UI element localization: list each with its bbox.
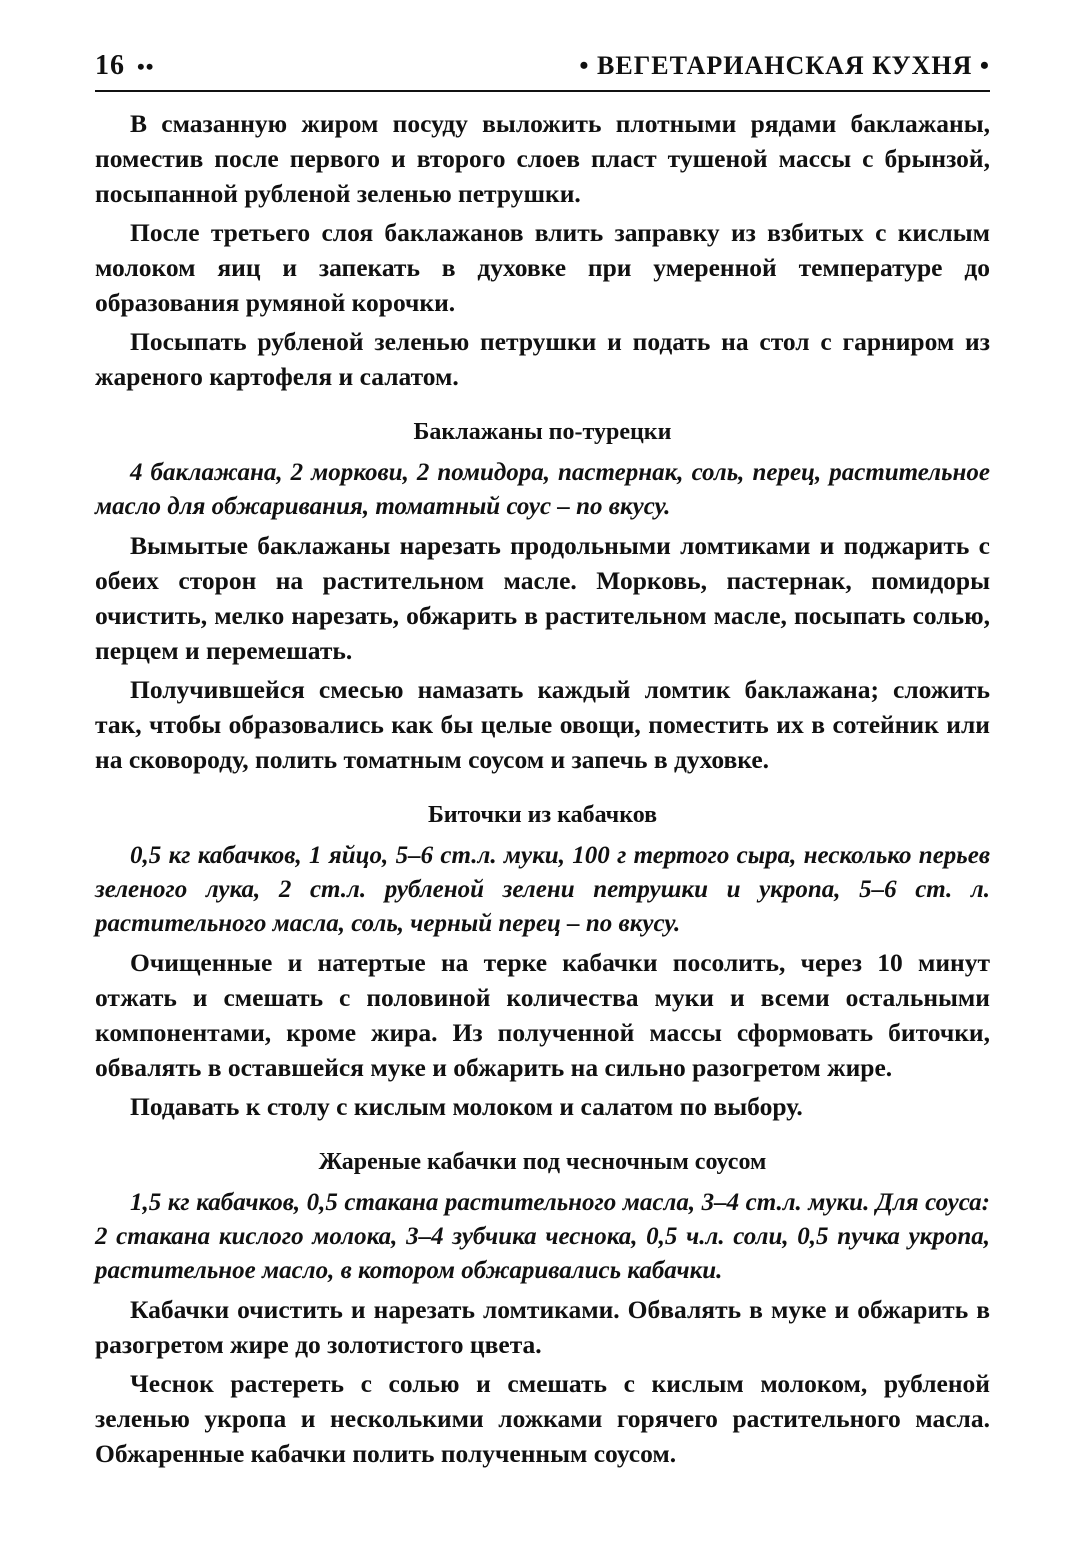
recipe-title: Биточки из кабачков (427, 802, 658, 828)
page-number: 16 •• (95, 50, 155, 81)
recipe-step: Очищенные и натертые на терке кабачки посолить, через 10 минут отжать и смешать с половиной количества муки и всеми остальными компонентами, кроме жира. Из полученной массы сформовать биточки, обвалять в оставшейся муке и обжарить на сильно разогретом жире. (95, 948, 990, 1082)
recipe-step: Кабачки очистить и нарезать ломтиками. Обвалять в муке и обжарить в разогретом жире до золотистого цвета. (95, 1295, 990, 1359)
book-page (95, 50, 990, 1471)
recipe-title: Баклажаны по-турецки (413, 419, 672, 445)
page-number-dots: •• (137, 54, 155, 79)
recipe-step: Вымытые баклажаны нарезать продольными ломтиками и поджарить с обеих сторон на растительном масле. Морковь, пастернак, помидоры очистить, мелко нарезать, обжарить в растительном масле, посыпать солью, перцем и перемешать. (95, 531, 990, 665)
intro-paragraph: В смазанную жиром посуду выложить плотными рядами баклажаны, поместив после первого и второго слоев пласт тушеной массы с брынзой, посыпанной рубленой зеленью петрушки. (95, 109, 990, 208)
recipe-step: Получившейся смесью намазать каждый ломтик баклажана; сложить так, чтобы образовались как бы целые овощи, поместить их в сотейник или на сковороду, полить томатным соусом и запечь в духовке. (95, 675, 990, 774)
intro-paragraph: После третьего слоя баклажанов влить заправку из взбитых с кислым молоком яиц и запекать в духовке при умеренной температуре до образования румяной корочки. (95, 218, 990, 317)
recipe-step: Подавать к столу с кислым молоком и салатом по выбору. (130, 1092, 803, 1121)
intro-paragraph: Посыпать рубленой зеленью петрушки и подать на стол с гарниром из жареного картофеля и салатом. (95, 327, 990, 391)
recipe-ingredients: 1,5 кг кабачков, 0,5 стакана растительного масла, 3–4 ст.л. муки. Для соуса: 2 стакана кислого молока, 3–4 зубчика чеснока, 0,5 ч.л. соли, 0,5 пучка укропа, растительное масло, в котором обжаривались кабачки. (95, 1189, 990, 1284)
page-header (95, 50, 990, 92)
recipe-title: Жареные кабачки под чесночным соусом (318, 1149, 767, 1175)
recipe-ingredients: 4 баклажана, 2 моркови, 2 помидора, пастернак, соль, перец, растительное масло для обжаривания, томатный соус – по вкусу. (95, 459, 990, 520)
running-title: • ВЕГЕТАРИАНСКАЯ КУХНЯ • (579, 51, 990, 80)
recipe-step: Чеснок растереть с солью и смешать с кислым молоком, рубленой зеленью укропа и несколькими ложками горячего растительного масла. Обжаренные кабачки полить полученным соусом. (95, 1369, 990, 1468)
page-content (95, 106, 990, 1471)
recipe-ingredients: 0,5 кг кабачков, 1 яйцо, 5–6 ст.л. муки, 100 г тертого сыра, несколько перьев зеленого лука, 2 ст.л. рубленой зелени петрушки и укропа, 5–6 ст. л. растительного масла, соль, черный перец – по вкусу. (95, 842, 990, 937)
